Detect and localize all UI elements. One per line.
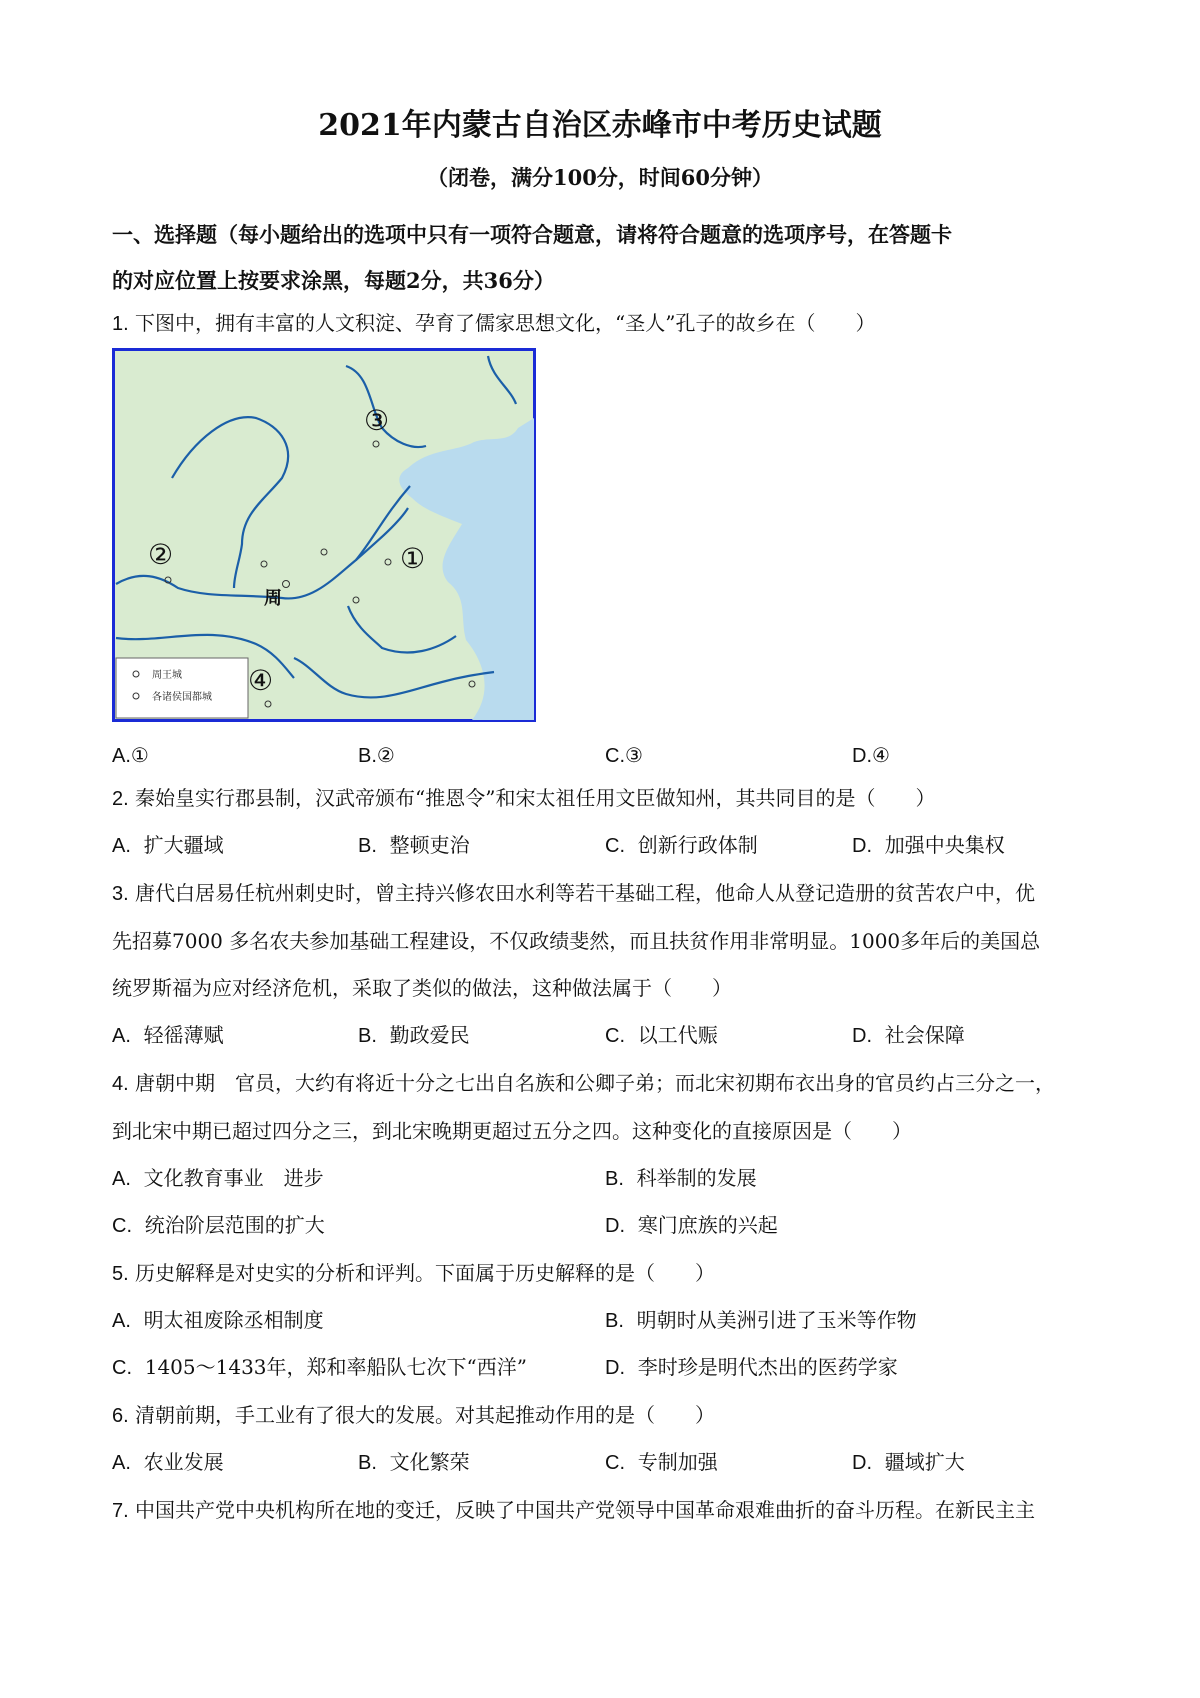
option-text: 轻徭薄赋 bbox=[143, 1023, 224, 1047]
question-6 bbox=[112, 1392, 1102, 1440]
option-label: D. bbox=[852, 835, 872, 857]
option-4c bbox=[112, 1210, 325, 1241]
option-4a bbox=[112, 1163, 324, 1194]
option-text: 扩大疆域 bbox=[143, 833, 224, 857]
option-label: D. bbox=[852, 745, 872, 767]
option-label: C. bbox=[605, 745, 625, 767]
option-2d bbox=[852, 830, 1005, 861]
map-label-zhou: 周 bbox=[264, 588, 282, 609]
option-text: ③ bbox=[625, 743, 643, 767]
option-3a bbox=[112, 1020, 224, 1051]
legend-item: 各诸侯国都城 bbox=[152, 692, 212, 703]
option-label: A. bbox=[112, 1168, 131, 1190]
option-text: 科举制的发展 bbox=[636, 1166, 757, 1190]
option-2c bbox=[605, 830, 758, 861]
option-5c bbox=[112, 1352, 527, 1383]
option-text: ④ bbox=[872, 743, 890, 767]
option-text: 李时珍是明代杰出的医药学家 bbox=[637, 1355, 898, 1379]
option-label: D. bbox=[605, 1215, 625, 1237]
option-text: 勤政爱民 bbox=[389, 1023, 470, 1047]
marker-4: ④ bbox=[248, 664, 274, 697]
option-label: C. bbox=[112, 1357, 132, 1379]
option-1d bbox=[852, 740, 890, 771]
option-label: C. bbox=[605, 1452, 625, 1474]
option-5b bbox=[605, 1305, 917, 1336]
question-1 bbox=[112, 300, 1102, 348]
marker-3: ③ bbox=[364, 404, 390, 437]
question-number: 1. bbox=[112, 313, 129, 335]
option-3b bbox=[358, 1020, 470, 1051]
option-text: 文化繁荣 bbox=[389, 1450, 470, 1474]
legend-item: 周王城 bbox=[152, 670, 182, 681]
option-6c bbox=[605, 1447, 718, 1478]
option-text: 社会保障 bbox=[884, 1023, 965, 1047]
question-number: 6. bbox=[112, 1405, 129, 1427]
question-5 bbox=[112, 1250, 1102, 1298]
map-figure bbox=[112, 348, 536, 722]
option-text: 明朝时从美洲引进了玉米等作物 bbox=[636, 1308, 917, 1332]
question-number: 5. bbox=[112, 1263, 129, 1285]
option-label: A. bbox=[112, 835, 131, 857]
marker-2: ② bbox=[148, 538, 174, 571]
question-line: 统罗斯福为应对经济危机，采取了类似的做法，这种做法属于（ ） bbox=[112, 976, 732, 1000]
question-number: 4. bbox=[112, 1073, 129, 1095]
option-1b bbox=[358, 740, 395, 771]
option-text: 明太祖废除丞相制度 bbox=[143, 1308, 324, 1332]
question-text: 下图中，拥有丰富的人文积淀、孕育了儒家思想文化，“圣人”孔子的故乡在（ ） bbox=[135, 311, 876, 335]
marker-1: ① bbox=[400, 542, 426, 575]
question-number: 2. bbox=[112, 788, 129, 810]
question-4 bbox=[112, 1060, 1102, 1155]
question-number: 3. bbox=[112, 883, 129, 905]
option-label: B. bbox=[605, 1310, 624, 1332]
question-text: 中国共产党中央机构所在地的变迁，反映了中国共产党领导中国革命艰难曲折的奋斗历程。在新民主主 bbox=[135, 1498, 1036, 1522]
option-text: 1405～1433年，郑和率船队七次下“西洋” bbox=[144, 1355, 527, 1379]
question-text: 秦始皇实行郡县制，汉武帝颁布“推恩令”和宋太祖任用文臣做知州，其共同目的是（ ） bbox=[135, 786, 936, 810]
option-6a bbox=[112, 1447, 224, 1478]
option-text: ② bbox=[376, 743, 395, 767]
section-heading-line: 的对应位置上按要求涂黑，每题2分，共36分） bbox=[112, 268, 555, 293]
option-label: C. bbox=[112, 1215, 132, 1237]
question-3 bbox=[112, 870, 1102, 1012]
question-line: 唐朝中期 官员，大约有将近十分之七出自名族和公卿子弟；而北宋初期布衣出身的官员约占三分之一， bbox=[135, 1071, 1056, 1095]
option-label: C. bbox=[605, 1025, 625, 1047]
option-3d bbox=[852, 1020, 965, 1051]
question-7 bbox=[112, 1487, 1102, 1535]
option-5a bbox=[112, 1305, 324, 1336]
question-number: 7. bbox=[112, 1500, 129, 1522]
option-text: 专制加强 bbox=[637, 1450, 718, 1474]
option-label: A. bbox=[112, 1310, 131, 1332]
option-text: 创新行政体制 bbox=[637, 833, 758, 857]
page-subtitle: （闭卷，满分100分，时间60分钟） bbox=[426, 165, 774, 190]
option-label: A. bbox=[112, 1025, 131, 1047]
question-line: 先招募7000 多名农夫参加基础工程建设，不仅政绩斐然，而且扶贫作用非常明显。1000多年后的美国总 bbox=[112, 929, 1041, 953]
option-text: 加强中央集权 bbox=[884, 833, 1005, 857]
map-svg bbox=[112, 348, 536, 722]
option-5d bbox=[605, 1352, 898, 1383]
page-title: 2021年内蒙古自治区赤峰市中考历史试题 bbox=[318, 108, 882, 143]
option-text: 以工代赈 bbox=[637, 1023, 718, 1047]
option-3c bbox=[605, 1020, 718, 1051]
option-4b bbox=[605, 1163, 757, 1194]
question-line: 到北宋中期已超过四分之三，到北宋晚期更超过五分之四。这种变化的直接原因是（ ） bbox=[112, 1119, 912, 1143]
option-1a bbox=[112, 740, 149, 771]
option-label: D. bbox=[852, 1452, 872, 1474]
option-text: 整顿吏治 bbox=[389, 833, 470, 857]
option-text: 农业发展 bbox=[143, 1450, 224, 1474]
option-text: 文化教育事业 进步 bbox=[143, 1166, 324, 1190]
option-6b bbox=[358, 1447, 470, 1478]
option-label: D. bbox=[852, 1025, 872, 1047]
option-text: 统治阶层范围的扩大 bbox=[144, 1213, 325, 1237]
option-label: A. bbox=[112, 1452, 131, 1474]
option-label: B. bbox=[358, 1025, 377, 1047]
option-text: ① bbox=[130, 743, 149, 767]
question-2 bbox=[112, 775, 1102, 823]
option-6d bbox=[852, 1447, 965, 1478]
option-text: 寒门庶族的兴起 bbox=[637, 1213, 778, 1237]
section-heading-line: 一、选择题（每小题给出的选项中只有一项符合题意，请将符合题意的选项序号，在答题卡 bbox=[112, 222, 952, 247]
option-label: B. bbox=[358, 835, 377, 857]
question-text bbox=[112, 1060, 1102, 1108]
option-4d bbox=[605, 1210, 778, 1241]
option-text: 疆域扩大 bbox=[884, 1450, 965, 1474]
option-label: B. bbox=[358, 745, 377, 767]
question-text: 清朝前期，手工业有了很大的发展。对其起推动作用的是（ ） bbox=[135, 1403, 716, 1427]
option-label: A. bbox=[112, 745, 131, 767]
option-label: B. bbox=[605, 1168, 624, 1190]
option-label: C. bbox=[605, 835, 625, 857]
question-line: 唐代白居易任杭州刺史时，曾主持兴修农田水利等若干基础工程，他命人从登记造册的贫苦农户中，优 bbox=[135, 881, 1036, 905]
option-2a bbox=[112, 830, 224, 861]
option-label: B. bbox=[358, 1452, 377, 1474]
map-legend bbox=[116, 658, 248, 718]
section-heading bbox=[112, 212, 1102, 304]
question-text bbox=[112, 870, 1102, 918]
question-text: 历史解释是对史实的分析和评判。下面属于历史解释的是（ ） bbox=[135, 1261, 716, 1285]
option-label: D. bbox=[605, 1357, 625, 1379]
option-2b bbox=[358, 830, 470, 861]
option-1c bbox=[605, 740, 643, 771]
